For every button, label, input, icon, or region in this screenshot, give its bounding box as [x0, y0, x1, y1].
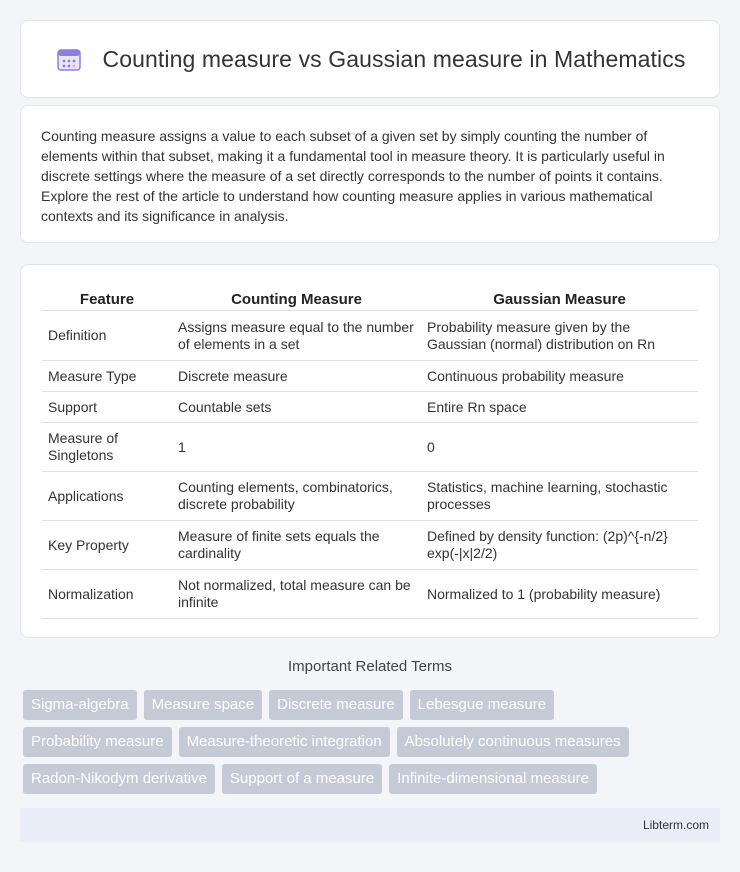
gaussian-cell: Entire Rn space — [421, 392, 698, 423]
gaussian-cell: Defined by density function: (2p)^{-n/2} exp(-|x|2/2) — [421, 521, 698, 570]
header-counting: Counting Measure — [172, 285, 421, 311]
feature-cell: Measure of Singletons — [42, 423, 172, 472]
table-row — [42, 392, 698, 423]
gaussian-cell: Normalized to 1 (probability measure) — [421, 570, 698, 619]
counting-cell: Discrete measure — [172, 361, 421, 392]
calendar-icon — [55, 45, 83, 73]
term-tag[interactable]: Discrete measure — [269, 690, 403, 720]
tag-row — [23, 690, 723, 720]
page-title: Counting measure vs Gaussian measure in Mathematics — [102, 45, 686, 72]
table-row — [42, 472, 698, 521]
intro-card — [20, 105, 720, 243]
feature-cell: Definition — [42, 311, 172, 361]
gaussian-cell: Probability measure given by the Gaussian (normal) distribution on Rn — [421, 311, 698, 361]
counting-cell: 1 — [172, 423, 421, 472]
counting-cell: Assigns measure equal to the number of elements in a set — [172, 311, 421, 361]
feature-cell: Measure Type — [42, 361, 172, 392]
footer — [20, 808, 720, 842]
term-tag[interactable]: Probability measure — [23, 727, 172, 757]
header-gaussian: Gaussian Measure — [421, 285, 698, 311]
table-row — [42, 311, 698, 361]
counting-cell: Not normalized, total measure can be infinite — [172, 570, 421, 619]
comparison-table-card — [20, 264, 720, 638]
term-tag[interactable]: Measure space — [144, 690, 263, 720]
counting-cell: Measure of finite sets equals the cardinality — [172, 521, 421, 570]
feature-cell: Normalization — [42, 570, 172, 619]
footer-site-link[interactable]: Libterm.com — [642, 818, 709, 832]
term-tag[interactable]: Measure-theoretic integration — [179, 727, 390, 757]
gaussian-cell: Statistics, machine learning, stochastic processes — [421, 472, 698, 521]
term-tag[interactable]: Radon-Nikodym derivative — [23, 764, 215, 794]
header-card — [20, 20, 720, 98]
comparison-table — [42, 285, 698, 619]
counting-cell: Countable sets — [172, 392, 421, 423]
intro-text: Counting measure assigns a value to each subset of a given set by simply counting the number of elements within that subset, making it a fundamental tool in measure theory. It is particularly useful in discrete settings where the measure of a set directly corresponds to the number of points it contains. Explore the rest of the article to understand how counting measure applies in various mathematical contexts and its significance in analysis. — [41, 128, 665, 224]
table-row — [42, 361, 698, 392]
term-tag[interactable]: Infinite-dimensional measure — [389, 764, 597, 794]
gaussian-cell: 0 — [421, 423, 698, 472]
table-row — [42, 521, 698, 570]
feature-cell: Applications — [42, 472, 172, 521]
term-tag[interactable]: Absolutely continuous measures — [397, 727, 629, 757]
term-tag[interactable]: Sigma-algebra — [23, 690, 137, 720]
tag-row — [23, 764, 723, 794]
related-terms-title: Important Related Terms — [288, 658, 452, 675]
table-header-row — [42, 285, 698, 311]
tag-row — [23, 727, 723, 757]
counting-cell: Counting elements, combinatorics, discrete probability — [172, 472, 421, 521]
term-tag[interactable]: Lebesgue measure — [410, 690, 554, 720]
table-row — [42, 570, 698, 619]
header-feature: Feature — [42, 285, 172, 311]
table-row — [42, 423, 698, 472]
feature-cell: Support — [42, 392, 172, 423]
gaussian-cell: Continuous probability measure — [421, 361, 698, 392]
related-terms — [23, 690, 723, 801]
term-tag[interactable]: Support of a measure — [222, 764, 382, 794]
feature-cell: Key Property — [42, 521, 172, 570]
